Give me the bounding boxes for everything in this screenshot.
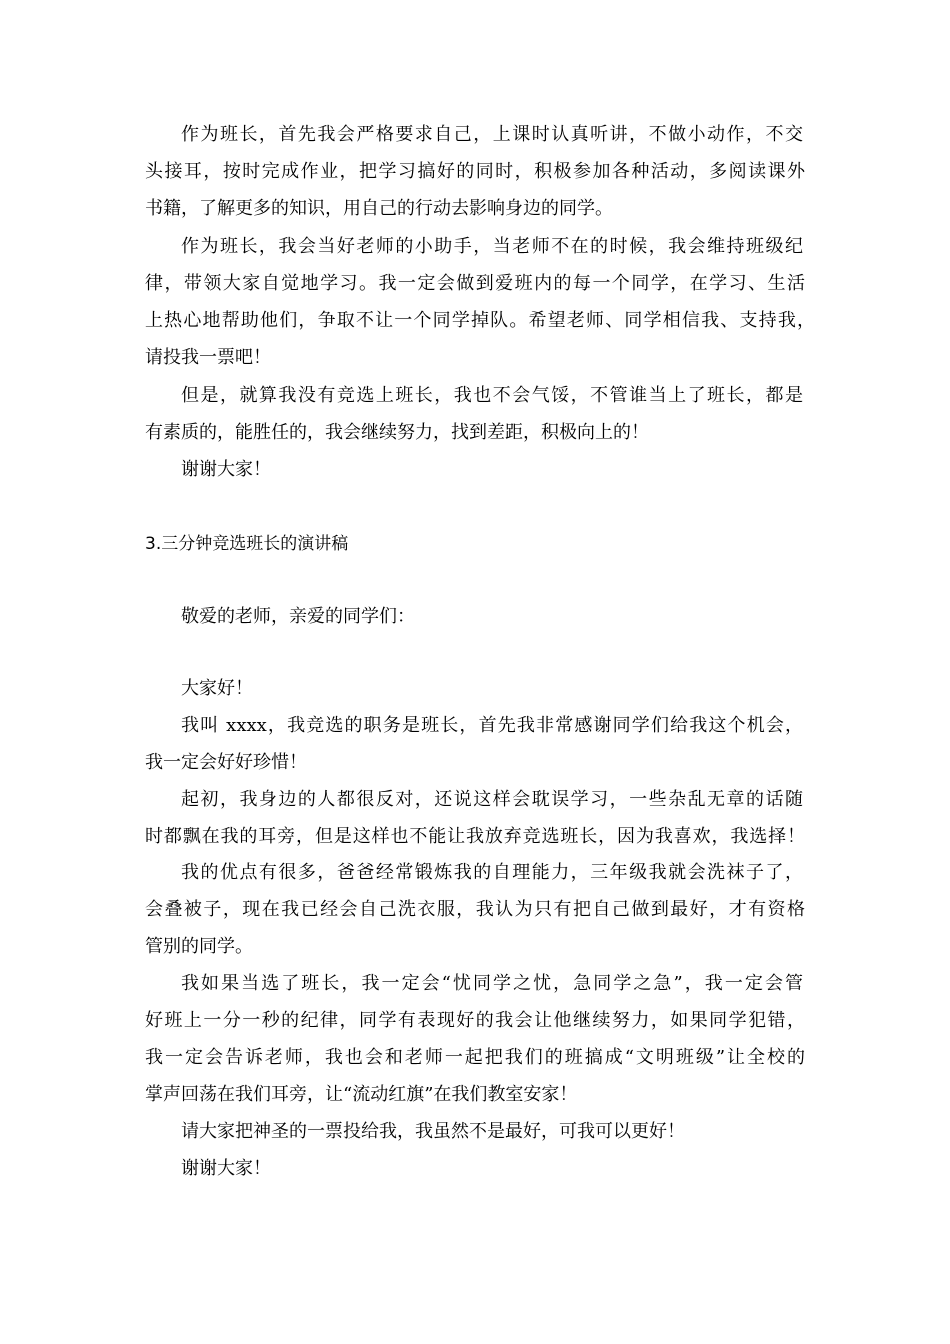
section-heading: 3.三分钟竞选班长的演讲稿	[145, 534, 349, 554]
paragraph-5-line-1: 起初，我身边的人都很反对，还说这样会耽误学习，一些杂乱无章的话随	[181, 789, 803, 810]
paragraph-6-line-2: 会叠被子，现在我已经会自己洗衣服，我认为只有把自己做到最好，才有资格	[145, 899, 805, 920]
paragraph-7-line-1: 我如果当选了班长，我一定会“忧同学之忧，急同学之急”，我一定会管	[181, 973, 803, 994]
paragraph-2-line-2: 律，带领大家自觉地学习。我一定会做到爱班内的每一个同学，在学习、生活	[145, 273, 805, 294]
paragraph-7-line-2: 好班上一分一秒的纪律，同学有表现好的我会让他继续努力，如果同学犯错，	[145, 1010, 805, 1031]
salutation: 敬爱的老师，亲爱的同学们：	[181, 606, 415, 627]
closing-thanks-1: 谢谢大家！	[181, 459, 271, 480]
paragraph-2-line-1: 作为班长，我会当好老师的小助手，当老师不在的时候，我会维持班级纪	[181, 236, 803, 257]
paragraph-6-line-1: 我的优点有很多，爸爸经常锻炼我的自理能力，三年级我就会洗袜子了，	[181, 862, 803, 883]
paragraph-2-line-4: 请投我一票吧！	[145, 347, 271, 368]
paragraph-4-line-2: 我一定会好好珍惜！	[145, 752, 307, 773]
paragraph-7-line-4: 掌声回荡在我们耳旁，让“流动红旗”在我们教室安家！	[145, 1084, 578, 1105]
paragraph-3-line-2: 有素质的，能胜任的，我会继续努力，找到差距，积极向上的！	[145, 422, 649, 443]
paragraph-4-line-1: 我叫 xxxx，我竞选的职务是班长，首先我非常感谢同学们给我这个机会，	[181, 715, 803, 736]
paragraph-3-line-1: 但是，就算我没有竞选上班长，我也不会气馁，不管谁当上了班长，都是	[181, 385, 803, 406]
paragraph-1-line-3: 书籍，了解更多的知识，用自己的行动去影响身边的同学。	[145, 198, 613, 219]
paragraph-7-line-3: 我一定会告诉老师，我也会和老师一起把我们的班搞成“文明班级”让全校的	[145, 1047, 805, 1068]
paragraph-6-line-3: 管别的同学。	[145, 936, 253, 957]
paragraph-1-line-1: 作为班长，首先我会严格要求自己，上课时认真听讲，不做小动作，不交	[181, 124, 803, 145]
paragraph-2-line-3: 上热心地帮助他们，争取不让一个同学掉队。希望老师、同学相信我、支持我，	[145, 310, 815, 331]
paragraph-8: 请大家把神圣的一票投给我，我虽然不是最好，可我可以更好！	[181, 1121, 685, 1142]
greeting: 大家好！	[181, 678, 253, 699]
closing-thanks-2: 谢谢大家！	[181, 1158, 271, 1179]
paragraph-1-line-2: 头接耳，按时完成作业，把学习搞好的同时，积极参加各种活动，多阅读课外	[145, 161, 805, 182]
paragraph-5-line-2: 时都飘在我的耳旁，但是这样也不能让我放弃竞选班长，因为我喜欢，我选择！	[145, 826, 805, 847]
